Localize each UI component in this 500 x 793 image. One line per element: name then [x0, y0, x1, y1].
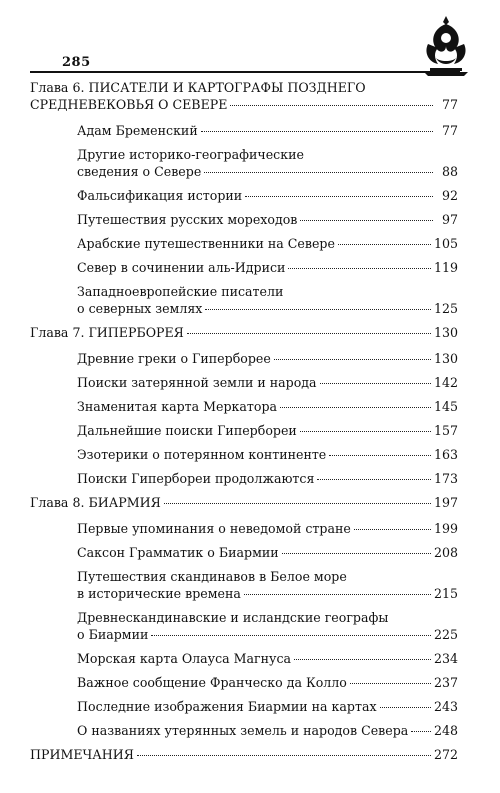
- toc-page-number: 272: [433, 747, 458, 762]
- toc-page-number: 130: [433, 325, 458, 340]
- toc-item: [30, 470, 458, 487]
- toc-chapter: [30, 746, 458, 763]
- toc-page-number: 77: [441, 97, 458, 112]
- dot-leader: [338, 244, 431, 245]
- toc-item: [30, 568, 458, 602]
- toc-entry-leader-line: [77, 722, 458, 739]
- dot-leader: [300, 431, 431, 432]
- toc-page-number: 225: [433, 627, 458, 642]
- toc-page-number: 248: [433, 723, 458, 738]
- toc-entry-leader-line: [77, 350, 458, 367]
- toc-item: [30, 650, 458, 667]
- dot-leader: [164, 503, 431, 504]
- toc-entry-title: Эзотерики о потерянном континенте: [77, 447, 327, 462]
- toc-page-number: 105: [433, 236, 458, 251]
- dot-leader: [317, 479, 431, 480]
- toc-entry-leader-line: [77, 470, 458, 487]
- toc-item: [30, 520, 458, 537]
- toc-entry-line: Древнескандинавские и исландские географы: [77, 610, 389, 625]
- toc-page-number: 88: [441, 164, 458, 179]
- dot-leader: [350, 683, 431, 684]
- dot-leader: [201, 131, 433, 132]
- dot-leader: [274, 359, 431, 360]
- toc-entry-leader-line: [77, 544, 458, 561]
- toc-entry-leader-line: [77, 398, 458, 415]
- toc-item: [30, 674, 458, 691]
- toc-entry-leader-line: [77, 187, 458, 204]
- toc-page-number: 142: [433, 375, 458, 390]
- dot-leader: [204, 172, 433, 173]
- toc-item: [30, 422, 458, 439]
- toc-entry-title: Саксон Грамматик о Биармии: [77, 545, 279, 560]
- toc-entry-leader-line: [77, 698, 458, 715]
- toc-item: [30, 544, 458, 561]
- toc-entry-title: Арабские путешественники на Севере: [77, 236, 335, 251]
- toc-entry-line: Путешествия скандинавов в Белое море: [77, 569, 347, 584]
- toc-entry-leader-line: [77, 259, 458, 276]
- toc-page-number: 173: [433, 471, 458, 486]
- toc-item: [30, 211, 458, 228]
- page-number: 285: [62, 55, 91, 70]
- toc-page-number: 215: [433, 586, 458, 601]
- toc-item: [30, 187, 458, 204]
- toc-chapter: [30, 324, 458, 341]
- dot-leader: [320, 383, 431, 384]
- toc-page-number: 197: [433, 495, 458, 510]
- dot-leader: [151, 635, 431, 636]
- toc-item: [30, 398, 458, 415]
- toc-page-number: 237: [433, 675, 458, 690]
- toc-page-number: 234: [433, 651, 458, 666]
- toc-entry-leader-line: [30, 494, 458, 511]
- toc-entry-title: Адам Бременский: [77, 123, 198, 138]
- toc-entry-title: в исторические времена: [77, 586, 241, 601]
- toc-page-number: 92: [441, 188, 458, 203]
- toc-item: [30, 374, 458, 391]
- toc-entry-title: Север в сочинении аль-Идриси: [77, 260, 286, 275]
- toc-entry-title: Первые упоминания о неведомой стране: [77, 521, 351, 536]
- toc-entry-line: Другие историко-географические: [77, 147, 304, 162]
- toc-entry-leader-line: [77, 650, 458, 667]
- toc-entry-leader-line: [77, 626, 458, 643]
- toc-entry-leader-line: [30, 746, 458, 763]
- table-of-contents: [30, 79, 458, 772]
- toc-entry-title: Поиски Гипербореи продолжаются: [77, 471, 315, 486]
- toc-page-number: 145: [433, 399, 458, 414]
- ornament-icon: [420, 14, 472, 78]
- toc-page-number: 208: [433, 545, 458, 560]
- toc-page-number: 130: [433, 351, 458, 366]
- toc-entry-title: Последние изображения Биармии на картах: [77, 699, 377, 714]
- toc-entry-leader-line: [77, 300, 458, 317]
- header-rule: [30, 71, 460, 73]
- toc-entry-leader-line: [77, 585, 458, 602]
- toc-entry-title: Глава 7. ГИПЕРБОРЕЯ: [30, 325, 184, 340]
- dot-leader: [280, 407, 431, 408]
- dot-leader: [300, 220, 433, 221]
- toc-entry-title: о северных землях: [77, 301, 203, 316]
- toc-entry-leader-line: [77, 235, 458, 252]
- toc-entry-title: СРЕДНЕВЕКОВЬЯ О СЕВЕРЕ: [30, 97, 228, 112]
- dot-leader: [245, 196, 433, 197]
- dot-leader: [354, 529, 431, 530]
- toc-item: [30, 722, 458, 739]
- toc-entry-leader-line: [77, 674, 458, 691]
- toc-page-number: 199: [433, 521, 458, 536]
- dot-leader: [288, 268, 431, 269]
- toc-page-number: 97: [441, 212, 458, 227]
- toc-entry-line: Западноевропейские писатели: [77, 284, 284, 299]
- dot-leader: [187, 333, 431, 334]
- toc-page-number: 243: [433, 699, 458, 714]
- toc-entry-leader-line: [77, 446, 458, 463]
- toc-page-number: 77: [441, 123, 458, 138]
- toc-item: [30, 235, 458, 252]
- toc-item: [30, 446, 458, 463]
- toc-page-number: 157: [433, 423, 458, 438]
- dot-leader: [205, 309, 431, 310]
- toc-entry-title: О названиях утерянных земель и народов Севера: [77, 723, 409, 738]
- toc-entry-leader-line: [77, 163, 458, 180]
- dot-leader: [411, 731, 431, 732]
- toc-entry-title: Морская карта Олауса Магнуса: [77, 651, 292, 666]
- dot-leader: [282, 553, 431, 554]
- dot-leader: [380, 707, 431, 708]
- toc-entry-title: Знаменитая карта Меркатора: [77, 399, 278, 414]
- toc-item: [30, 283, 458, 317]
- toc-page-number: 125: [433, 301, 458, 316]
- dot-leader: [230, 105, 433, 106]
- toc-entry-title: Важное сообщение Франческо да Колло: [77, 675, 347, 690]
- toc-item: [30, 698, 458, 715]
- toc-item: [30, 122, 458, 139]
- toc-page-number: 119: [433, 260, 458, 275]
- toc-entry-leader-line: [77, 122, 458, 139]
- toc-entry-title: о Биармии: [77, 627, 149, 642]
- toc-chapter: [30, 79, 458, 113]
- toc-item: [30, 350, 458, 367]
- dot-leader: [137, 755, 431, 756]
- toc-chapter: [30, 494, 458, 511]
- toc-entry-title: Глава 8. БИАРМИЯ: [30, 495, 161, 510]
- toc-entry-title: сведения о Севере: [77, 164, 202, 179]
- dot-leader: [329, 455, 431, 456]
- toc-entry-leader-line: [77, 374, 458, 391]
- toc-entry-title: ПРИМЕЧАНИЯ: [30, 747, 134, 762]
- toc-entry-title: Поиски затерянной земли и народа: [77, 375, 317, 390]
- toc-entry-title: Путешествия русских мореходов: [77, 212, 298, 227]
- toc-item: [30, 146, 458, 180]
- dot-leader: [244, 594, 431, 595]
- toc-entry-title: Древние греки о Гиперборее: [77, 351, 271, 366]
- toc-entry-leader-line: [77, 520, 458, 537]
- toc-entry-line: Глава 6. ПИСАТЕЛИ И КАРТОГРАФЫ ПОЗДНЕГО: [30, 80, 366, 95]
- dot-leader: [294, 659, 431, 660]
- toc-entry-leader-line: [30, 96, 458, 113]
- toc-item: [30, 259, 458, 276]
- toc-page-number: 163: [433, 447, 458, 462]
- toc-item: [30, 609, 458, 643]
- toc-entry-leader-line: [30, 324, 458, 341]
- toc-entry-title: Фальсификация истории: [77, 188, 243, 203]
- toc-entry-leader-line: [77, 422, 458, 439]
- toc-entry-leader-line: [77, 211, 458, 228]
- toc-entry-title: Дальнейшие поиски Гипербореи: [77, 423, 297, 438]
